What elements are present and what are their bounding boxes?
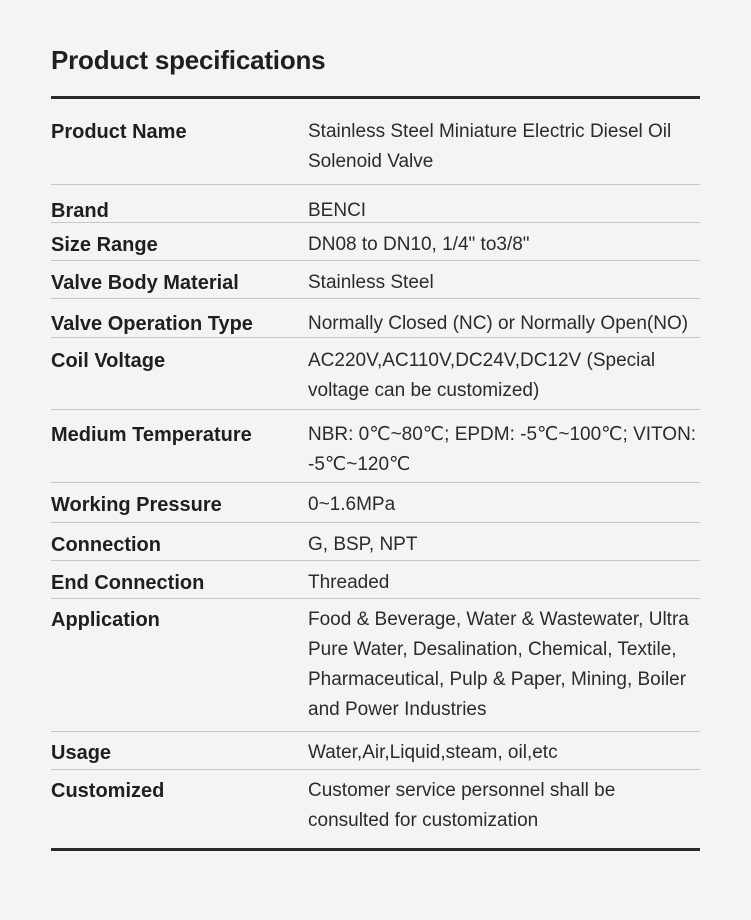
- spec-row-end-connection: [51, 561, 700, 599]
- page-title: Product specifications: [51, 45, 326, 75]
- spec-label: Usage: [51, 742, 112, 764]
- spec-value: Water,Air,Liquid,steam, oil,etc: [308, 742, 558, 763]
- spec-row-coil-voltage: [51, 338, 700, 410]
- spec-row-customized: [51, 770, 700, 848]
- spec-value: Normally Closed (NC) or Normally Open(NO): [308, 313, 689, 334]
- spec-value: Food & Beverage, Water & Wastewater, Ultra Pure Water, Desalination, Chemical, Textile, Pharmaceutical, Pulp & Paper, Mining, Boiler and Power Industries: [308, 609, 689, 720]
- spec-label: Connection: [51, 534, 161, 556]
- spec-label: End Connection: [51, 572, 205, 594]
- spec-value: DN08 to DN10, 1/4" to3/8": [308, 234, 530, 255]
- spec-label: Size Range: [51, 234, 158, 256]
- spec-label: Customized: [51, 780, 165, 802]
- spec-value: Stainless Steel: [308, 272, 434, 293]
- spec-value: G, BSP, NPT: [308, 534, 418, 555]
- spec-label: Valve Body Material: [51, 272, 239, 294]
- spec-row-connection: [51, 523, 700, 561]
- spec-row-size-range: [51, 223, 700, 261]
- spec-label: Valve Operation Type: [51, 313, 253, 335]
- spec-table: [51, 99, 700, 848]
- spec-label: Product Name: [51, 121, 187, 143]
- spec-value: 0~1.6MPa: [308, 494, 396, 515]
- spec-label: Application: [51, 609, 160, 631]
- spec-value: Threaded: [308, 572, 390, 593]
- spec-row-valve-operation-type: [51, 299, 700, 338]
- spec-row-working-pressure: [51, 483, 700, 523]
- bottom-divider: [51, 848, 700, 851]
- spec-row-application: [51, 599, 700, 732]
- spec-value: BENCI: [308, 200, 367, 221]
- spec-row-usage: [51, 732, 700, 770]
- spec-value: NBR: 0℃~80℃; EPDM: -5℃~100℃; VITON: -5℃~120℃: [308, 424, 697, 475]
- spec-label: Brand: [51, 200, 109, 222]
- spec-label: Working Pressure: [51, 494, 222, 516]
- spec-value: Stainless Steel Miniature Electric Diesel Oil Solenoid Valve: [308, 121, 672, 172]
- spec-label: Medium Temperature: [51, 424, 252, 446]
- spec-value: Customer service personnel shall be consulted for customization: [308, 780, 616, 831]
- spec-row-brand: [51, 185, 700, 223]
- spec-row-product-name: [51, 99, 700, 185]
- spec-label: Coil Voltage: [51, 350, 166, 372]
- spec-row-valve-body-material: [51, 261, 700, 299]
- spec-row-medium-temperature: [51, 410, 700, 483]
- spec-value: AC220V,AC110V,DC24V,DC12V (Special voltage can be customized): [308, 350, 656, 401]
